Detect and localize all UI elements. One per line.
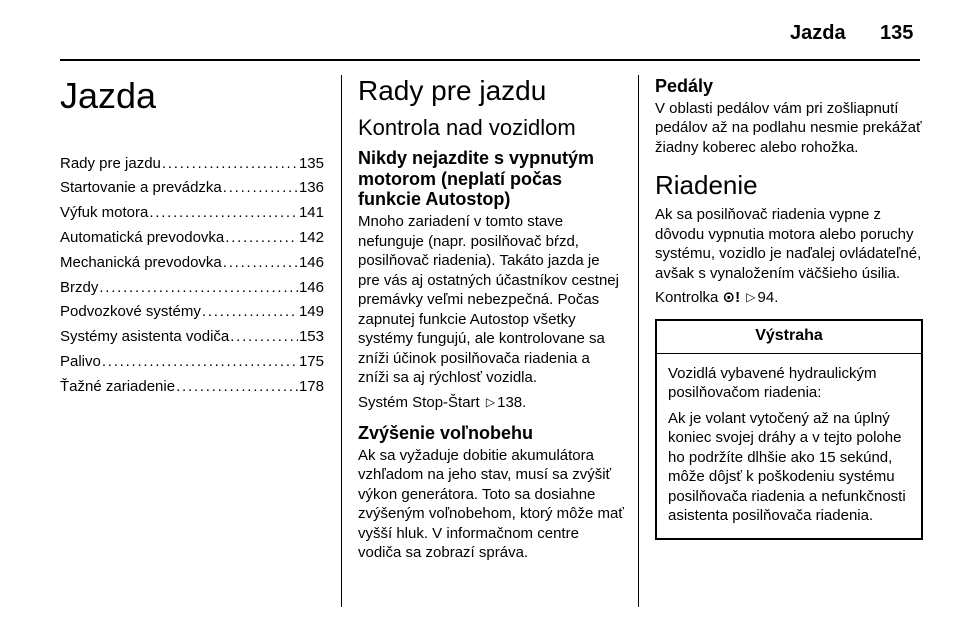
toc-list <box>60 154 324 397</box>
stop-start-reference <box>358 393 624 414</box>
warning-paragraph-1: Vozidlá vybavené hydraulickým posilňovačom riadenia: <box>668 364 877 402</box>
toc-item-page: 175 <box>298 352 324 370</box>
steering-warning-icon: ⊙! <box>722 289 741 307</box>
driving-tips-column <box>358 72 624 568</box>
toc-item-page: 153 <box>298 328 324 346</box>
toc-item[interactable] <box>60 203 324 223</box>
toc-item-label: Systémy asistenta vodiča <box>60 328 230 346</box>
toc-item-label: Podvozkové systémy <box>60 303 201 321</box>
toc-item-label: Automatická prevodovka <box>60 228 225 246</box>
warning-paragraph-2: Ak je volant vytočený až na úplný koniec svojej dráhy a v tejto polohe ho podržíte dlhšie ako 15 sekúnd, môže dôjsť k poškodeniu systému posilňovača riadenia a nefunkčnosti asistenta posilňovača riadenia. <box>668 409 906 525</box>
toc-item-label: Ťažné zariadenie <box>60 377 176 395</box>
toc-item[interactable] <box>60 302 324 322</box>
section-subtitle: Kontrola nad vozidlom <box>358 114 576 140</box>
column-divider-1 <box>341 75 342 607</box>
toc-leader <box>149 203 298 223</box>
warning-body <box>657 354 921 538</box>
page-reference-arrow-icon: ▷ <box>746 290 756 305</box>
toc-item-page: 146 <box>298 278 324 296</box>
steering-title: Riadenie <box>655 170 758 201</box>
page-number: 135 <box>880 22 914 44</box>
toc-item[interactable] <box>60 278 324 298</box>
warning-box <box>655 319 923 540</box>
toc-item[interactable] <box>60 154 324 174</box>
toc-leader <box>102 352 298 372</box>
stop-start-label: Systém Stop-Štart <box>358 393 480 411</box>
column-divider-2 <box>638 75 639 607</box>
steering-text: Ak sa posilňovač riadenia vypne z dôvodu vypnutia motora alebo poruchy systému, vozidlo je naďalej ovládateľné, avšak s vynaložením väčšieho úsilia. <box>655 206 922 282</box>
toc-item-label: Startovanie a prevádzka <box>60 179 222 197</box>
section-title: Rady pre jazdu <box>358 75 547 106</box>
toc-item[interactable] <box>60 377 324 397</box>
pedals-text: V oblasti pedálov vám pri zošliapnutí pedálov až na podlahu nesmie prekážať žiadny koberec alebo rohožka. <box>655 99 922 156</box>
toc-leader <box>99 278 298 298</box>
toc-item-page: 178 <box>298 377 324 395</box>
toc-item-label: Palivo <box>60 352 101 370</box>
toc-leader <box>162 154 298 174</box>
pedals-heading: Pedály <box>655 76 714 96</box>
toc-leader <box>223 253 298 273</box>
engine-off-heading: Nikdy nejazdite s vypnutým motorom (neplatí počas funkcie Autostop) <box>358 148 595 210</box>
toc-leader <box>230 327 298 347</box>
chapter-title: Jazda <box>60 75 157 116</box>
toc-item[interactable] <box>60 178 324 198</box>
pedals-steering-column <box>655 72 923 540</box>
toc-item-page: 142 <box>298 228 324 246</box>
idle-increase-heading: Zvýšenie voľnobehu <box>358 423 533 444</box>
toc-item-page: 149 <box>298 303 324 321</box>
header-divider <box>60 59 920 61</box>
toc-leader <box>223 178 298 198</box>
idle-increase-text: Ak sa vyžaduje dobitie akumulátora vzhľadom na jeho stav, musí sa zvýšiť výkon generátora. Toto sa dosiahne zvýšeným voľnobehom, ktorý môže mať vyšší hluk. V informačnom centre vodiča sa zobrazí správa. <box>358 446 624 562</box>
toc-item[interactable] <box>60 327 324 347</box>
toc-item-page: 136 <box>298 179 324 197</box>
toc-item-page: 141 <box>298 204 324 222</box>
running-header-title: Jazda <box>790 22 846 44</box>
engine-off-text: Mnoho zariadení v tomto stave nefunguje (napr. posilňovač bŕzd, posilňovač riadenia). Takáto jazda je pre vás aj ostatných účastníkov cestnej premávky veľmi nebezpečná. Počas zapnutej funkcie Autostop všetky systémy fungujú, ale kontrolovane sa zníži účinok posilňovača riadenia a zníži sa aj rýchlosť vozidla. <box>358 213 619 387</box>
toc-item-label: Mechanická prevodovka <box>60 253 222 271</box>
toc-item-label: Výfuk motora <box>60 204 149 222</box>
toc-item[interactable] <box>60 253 324 273</box>
indicator-label: Kontrolka <box>655 289 719 307</box>
stop-start-page: 138. <box>497 393 527 411</box>
toc-leader <box>202 302 298 322</box>
toc-item-page: 146 <box>298 253 324 271</box>
indicator-page: 94. <box>757 289 779 307</box>
toc-item-label: Brzdy <box>60 278 99 296</box>
toc-item[interactable] <box>60 228 324 248</box>
toc-item-label: Rady pre jazdu <box>60 154 161 172</box>
toc-item-page: 135 <box>298 154 324 172</box>
warning-title: Výstraha <box>657 321 921 354</box>
toc-item[interactable] <box>60 352 324 372</box>
indicator-reference <box>655 288 923 309</box>
chapter-toc-column <box>60 72 324 402</box>
toc-leader <box>176 377 298 397</box>
toc-leader <box>225 228 298 248</box>
page-reference-arrow-icon: ▷ <box>485 394 496 409</box>
